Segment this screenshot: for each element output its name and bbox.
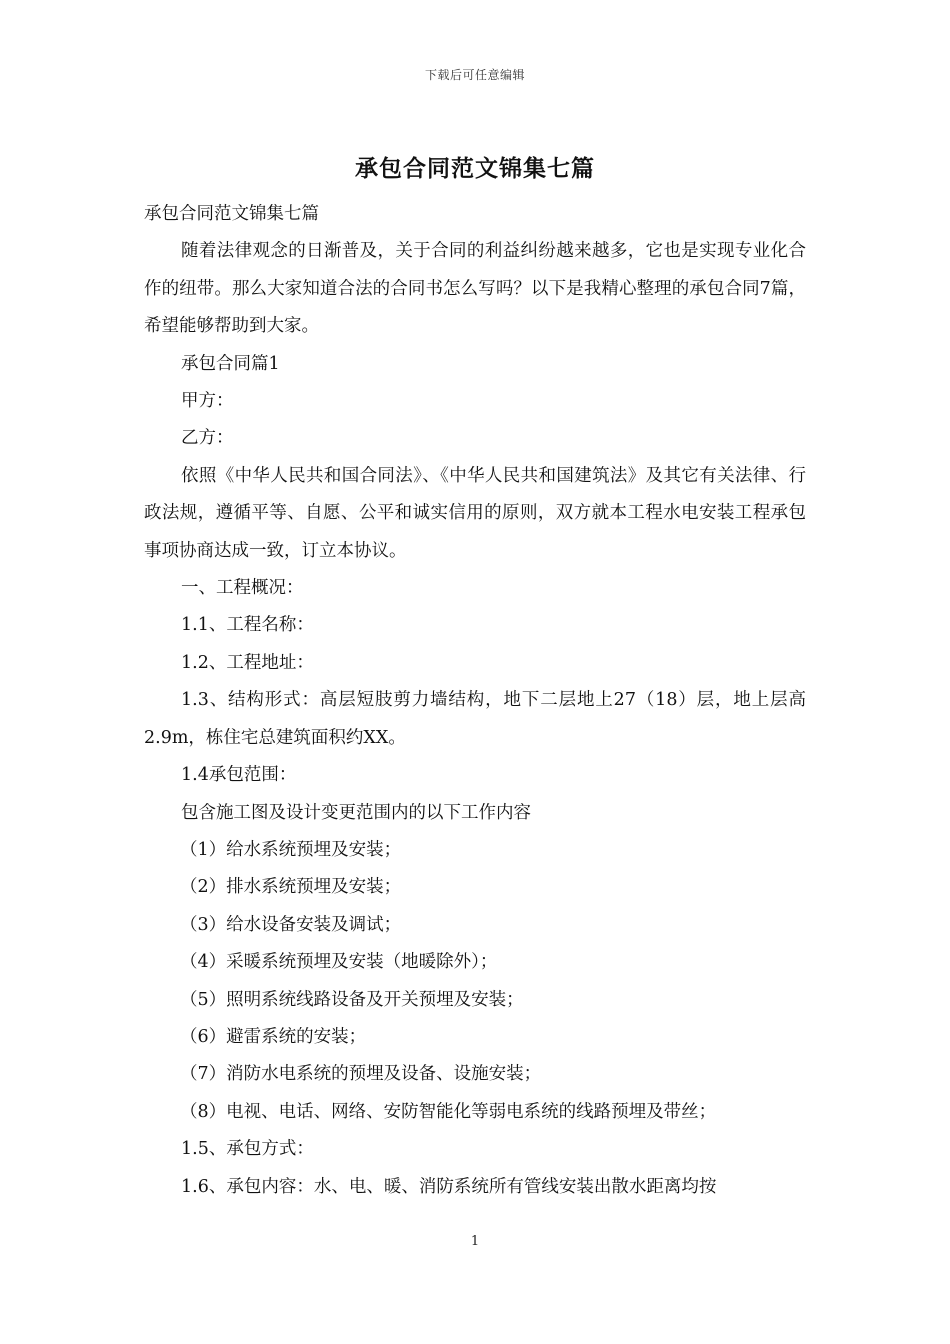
clause-heading: 一、工程概况： (181, 578, 304, 599)
party-b-line: 乙方： (181, 428, 234, 449)
clause-item: 1.1、工程名称： (181, 615, 314, 636)
scope-list-item: （3）给水设备安装及调试； (180, 914, 402, 935)
document-title: 承包合同范文锦集七篇 (355, 155, 595, 182)
clause-item: 1.2、工程地址： (181, 652, 314, 673)
scope-list-item: （8）电视、电话、网络、安防智能化等弱电系统的线路预埋及带丝； (180, 1101, 717, 1122)
clause-item: 1.5、承包方式： (181, 1139, 314, 1160)
scope-list-item: （1）给水系统预埋及安装； (180, 839, 402, 860)
document-body (144, 196, 806, 1206)
scope-intro: 包含施工图及设计变更范围内的以下工作内容 (181, 802, 531, 823)
section-heading: 承包合同篇1 (181, 353, 280, 374)
page-header-note: 下载后可任意编辑 (424, 68, 525, 82)
clause-item: 1.6、承包内容：水、电、暖、消防系统所有管线安装出散水距离均按 (181, 1176, 717, 1197)
scope-list-item: （5）照明系统线路设备及开关预埋及安装； (180, 989, 524, 1010)
party-a-line: 甲方： (181, 391, 234, 412)
page-number: 1 (470, 1234, 480, 1249)
basis-paragraph: 依照《中华人民共和国合同法》、《中华人民共和国建筑法》及其它有关法律、行政法规，遵循平等、自愿、公平和诚实信用的原则，双方就本工程水电安装工程承包事项协商达成一致，订立本协议。 (144, 465, 806, 561)
scope-list-item: （4）采暖系统预埋及安装（地暖除外）； (180, 952, 498, 973)
clause-item: 1.3、结构形式：高层短肢剪力墙结构，地下二层地上27（18）层，地上层高2.9m，栋住宅总建筑面积约XX。 (144, 690, 806, 748)
clause-item: 1.4承包范围： (181, 765, 297, 786)
scope-list-item: （2）排水系统预埋及安装； (180, 877, 402, 898)
intro-paragraph: 随着法律观念的日渐普及，关于合同的利益纠纷越来越多，它也是实现专业化合作的纽带。那么大家知道合法的合同书怎么写吗？以下是我精心整理的承包合同7篇，希望能够帮助到大家。 (144, 241, 806, 337)
scope-list-item: （6）避雷系统的安装； (180, 1026, 367, 1047)
subtitle-paragraph: 承包合同范文锦集七篇 (144, 204, 319, 224)
scope-list-item: （7）消防水电系统的预埋及设备、设施安装； (180, 1064, 542, 1085)
